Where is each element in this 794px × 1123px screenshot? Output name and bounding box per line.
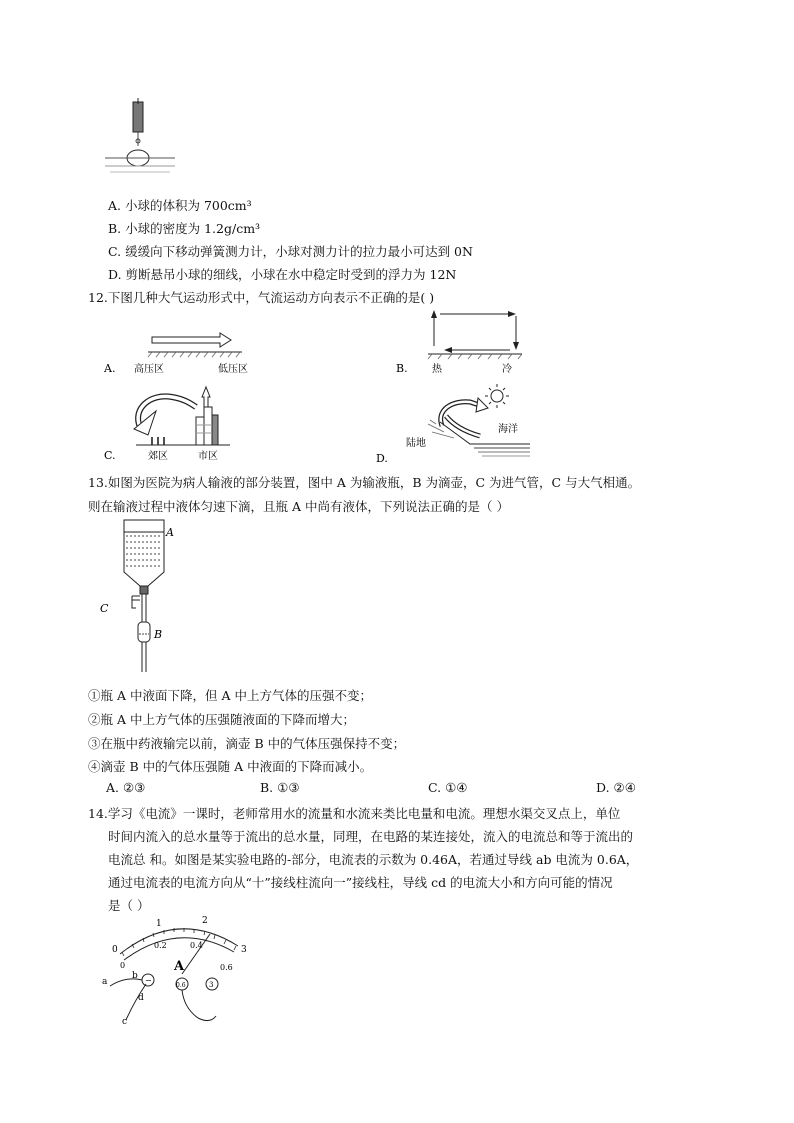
label-c: C	[100, 602, 109, 615]
top-tick-3: 3	[241, 945, 247, 955]
label-b: B	[154, 628, 163, 641]
q13-statement-1: ①瓶 A 中液面下降，但 A 中上方气体的压强不变；	[88, 688, 372, 703]
q11-option-b: B. 小球的密度为 1.2g/cm³	[108, 221, 261, 236]
q13-statement-4: ④滴壶 B 中的气体压强随 A 中液面的下降而减小。	[88, 759, 373, 774]
q13-stem-line2: 则在输液过程中液体匀速下滴，且瓶 A 中尚有液体，下列说法正确的是（ ）	[88, 499, 509, 514]
sun-icon	[485, 384, 509, 408]
q14-line-2: 时间内流入的总水量等于流出的总水量，同理，在电路的某连接处，流入的电流总和等于流出的	[108, 829, 634, 844]
q13-stem-line1: 13.如图为医院为病人输液的部分装置，图中 A 为输液瓶，B 为滴壶，C 为进气管，C 与大气相通。	[88, 475, 641, 490]
label-a: A	[166, 526, 174, 539]
fig-b-cold: 冷	[502, 364, 512, 375]
bottom-tick-1: 0.2	[154, 941, 167, 950]
q13-choice-a: A. ②③	[106, 780, 146, 795]
fig-a-high-pressure: 高压区	[134, 364, 164, 375]
q12-stem: 12.下图几种大气运动形式中，气流运动方向表示不正确的是( )	[88, 290, 435, 305]
wire-label-c: c	[122, 1017, 128, 1027]
q12-figure-a	[100, 326, 270, 378]
q11-option-d: D. 剪断悬吊小球的细线，小球在水中稳定时受到的浮力为 12N	[108, 267, 457, 282]
meter-scale-arc	[120, 929, 238, 954]
q14-line-4: 通过电流表的电流方向从“十”接线柱流向一”接线柱，导线 cd 的电流大小和方向可能的情况	[108, 875, 613, 890]
q14-line-5: 是（ ）	[108, 898, 150, 913]
bottom-tick-2: 0.4	[190, 941, 203, 950]
meter-unit: A	[174, 959, 185, 974]
q13-choice-d: D. ②④	[596, 780, 636, 795]
svg-text:3: 3	[209, 981, 214, 989]
ammeter-figure	[98, 912, 258, 1027]
svg-text:−: −	[145, 976, 152, 985]
bottom-tick-0: 0	[120, 961, 126, 970]
q12-figure-d	[370, 380, 540, 466]
fig-c-city: 市区	[198, 451, 218, 462]
q13-choice-c: C. ①④	[428, 780, 468, 795]
q13-statement-3: ③在瓶中药液输完以前，滴壶 B 中的气体压强保持不变；	[88, 736, 406, 751]
infusion-bottle-a	[124, 520, 164, 586]
bottom-tick-3: 0.6	[220, 963, 233, 972]
q11-option-c: C. 缓缓向下移动弹簧测力计，小球对测力计的拉力最小可达到 0N	[108, 244, 473, 259]
q13-choice-b: B. ①③	[260, 780, 300, 795]
top-tick-0: 0	[112, 945, 118, 955]
meter-needle	[182, 934, 210, 974]
drip-chamber-b	[138, 622, 150, 642]
wire-label-b: b	[132, 971, 138, 981]
fig-d-letter: D.	[376, 452, 388, 465]
fig-a-low-pressure: 低压区	[218, 364, 248, 375]
fig-b-letter: B.	[396, 362, 408, 375]
wind-arrow	[152, 333, 231, 347]
q13-statement-2: ②瓶 A 中上方气体的压强随液面的下降而增大；	[88, 712, 355, 727]
q14-line-3: 电流总 和。如图是某实验电路的-部分，电流表的示数为 0.46A，若通过导线 ab 电流为 0.6A，	[108, 852, 639, 867]
fig-c-letter: C.	[104, 449, 116, 462]
air-inlet-c	[132, 596, 140, 608]
spring-scale-figure	[100, 96, 190, 178]
q12-figure-c	[100, 383, 250, 463]
fig-d-sea: 海洋	[498, 424, 518, 435]
sea-breeze-arrow	[441, 402, 482, 426]
fig-c-suburb: 郊区	[148, 451, 168, 462]
svg-text:0.6: 0.6	[176, 982, 186, 989]
fig-b-hot: 热	[432, 364, 442, 375]
top-tick-1: 1	[156, 919, 162, 929]
q14-line-1: 14.学习《电流》一课时，老师常用水的流量和水流来类比电量和电流。理想水渠交叉点上，单位	[88, 806, 621, 821]
spring-scale-body	[133, 102, 143, 132]
wire-label-d: d	[138, 993, 144, 1003]
iv-drip-figure	[96, 516, 186, 674]
fig-d-land: 陆地	[406, 438, 426, 449]
wire-label-a: a	[102, 977, 108, 987]
top-tick-2: 2	[202, 916, 208, 926]
fig-a-letter: A.	[104, 362, 116, 375]
q11-option-a: A. 小球的体积为 700cm³	[108, 198, 252, 213]
q12-figure-b	[392, 308, 532, 380]
